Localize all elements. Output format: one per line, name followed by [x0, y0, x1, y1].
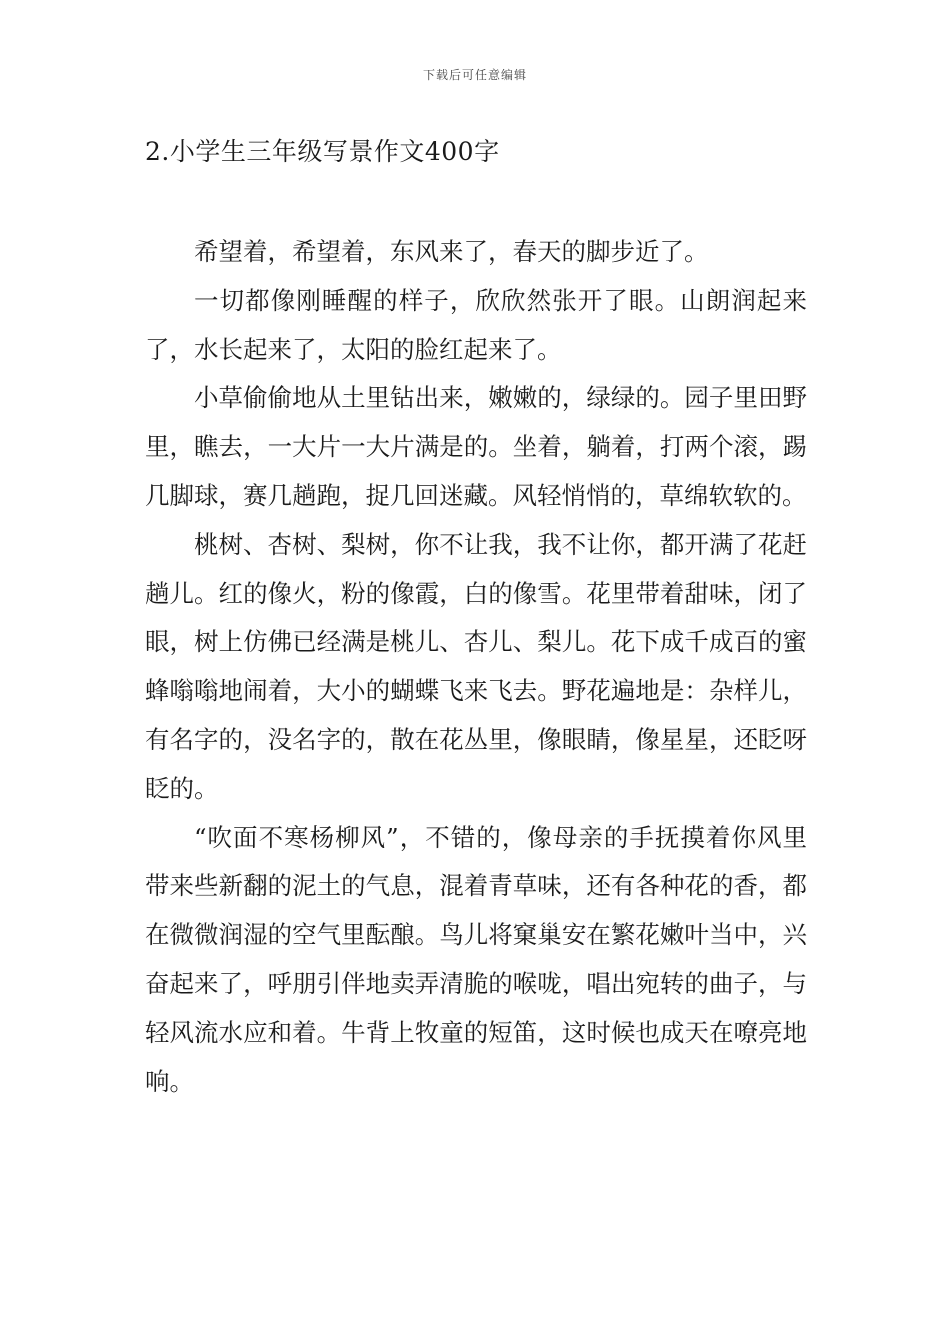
document-title: 2.小学生三年级写景作文400字: [145, 137, 500, 166]
document-body: [145, 228, 807, 1106]
paragraph-4: 桃树、杏树、梨树，你不让我，我不让你，都开满了花赶趟儿。红的像火，粉的像霞，白的像雪。花里带着甜味，闭了眼，树上仿佛已经满是桃儿、杏儿、梨儿。花下成千成百的蜜蜂嗡嗡地闹着，大小的蝴蝶飞来飞去。野花遍地是：杂样儿，有名字的，没名字的，散在花丛里，像眼睛，像星星，还眨呀眨的。: [145, 529, 807, 803]
paragraph-1: 希望着，希望着，东风来了，春天的脚步近了。: [194, 237, 709, 266]
paragraph-3: 小草偷偷地从土里钻出来，嫩嫩的，绿绿的。园子里田野里，瞧去，一大片一大片满是的。坐着，躺着，打两个滚，踢几脚球，赛几趟跑，捉几回迷藏。风轻悄悄的，草绵软软的。: [145, 383, 807, 510]
paragraph-5: “吹面不寒杨柳风”，不错的，像母亲的手抚摸着你风里带来些新翻的泥土的气息，混着青草味，还有各种花的香，都在微微润湿的空气里酝酿。鸟儿将窠巢安在繁花嫩叶当中，兴奋起来了，呼朋引伴地卖弄清脆的喉咙，唱出宛转的曲子，与轻风流水应和着。牛背上牧童的短笛，这时候也成天在嘹亮地响。: [145, 822, 807, 1096]
header-note: 下载后可任意编辑: [422, 68, 527, 82]
paragraph-2: 一切都像刚睡醒的样子，欣欣然张开了眼。山朗润起来了，水长起来了，太阳的脸红起来了。: [145, 285, 807, 364]
